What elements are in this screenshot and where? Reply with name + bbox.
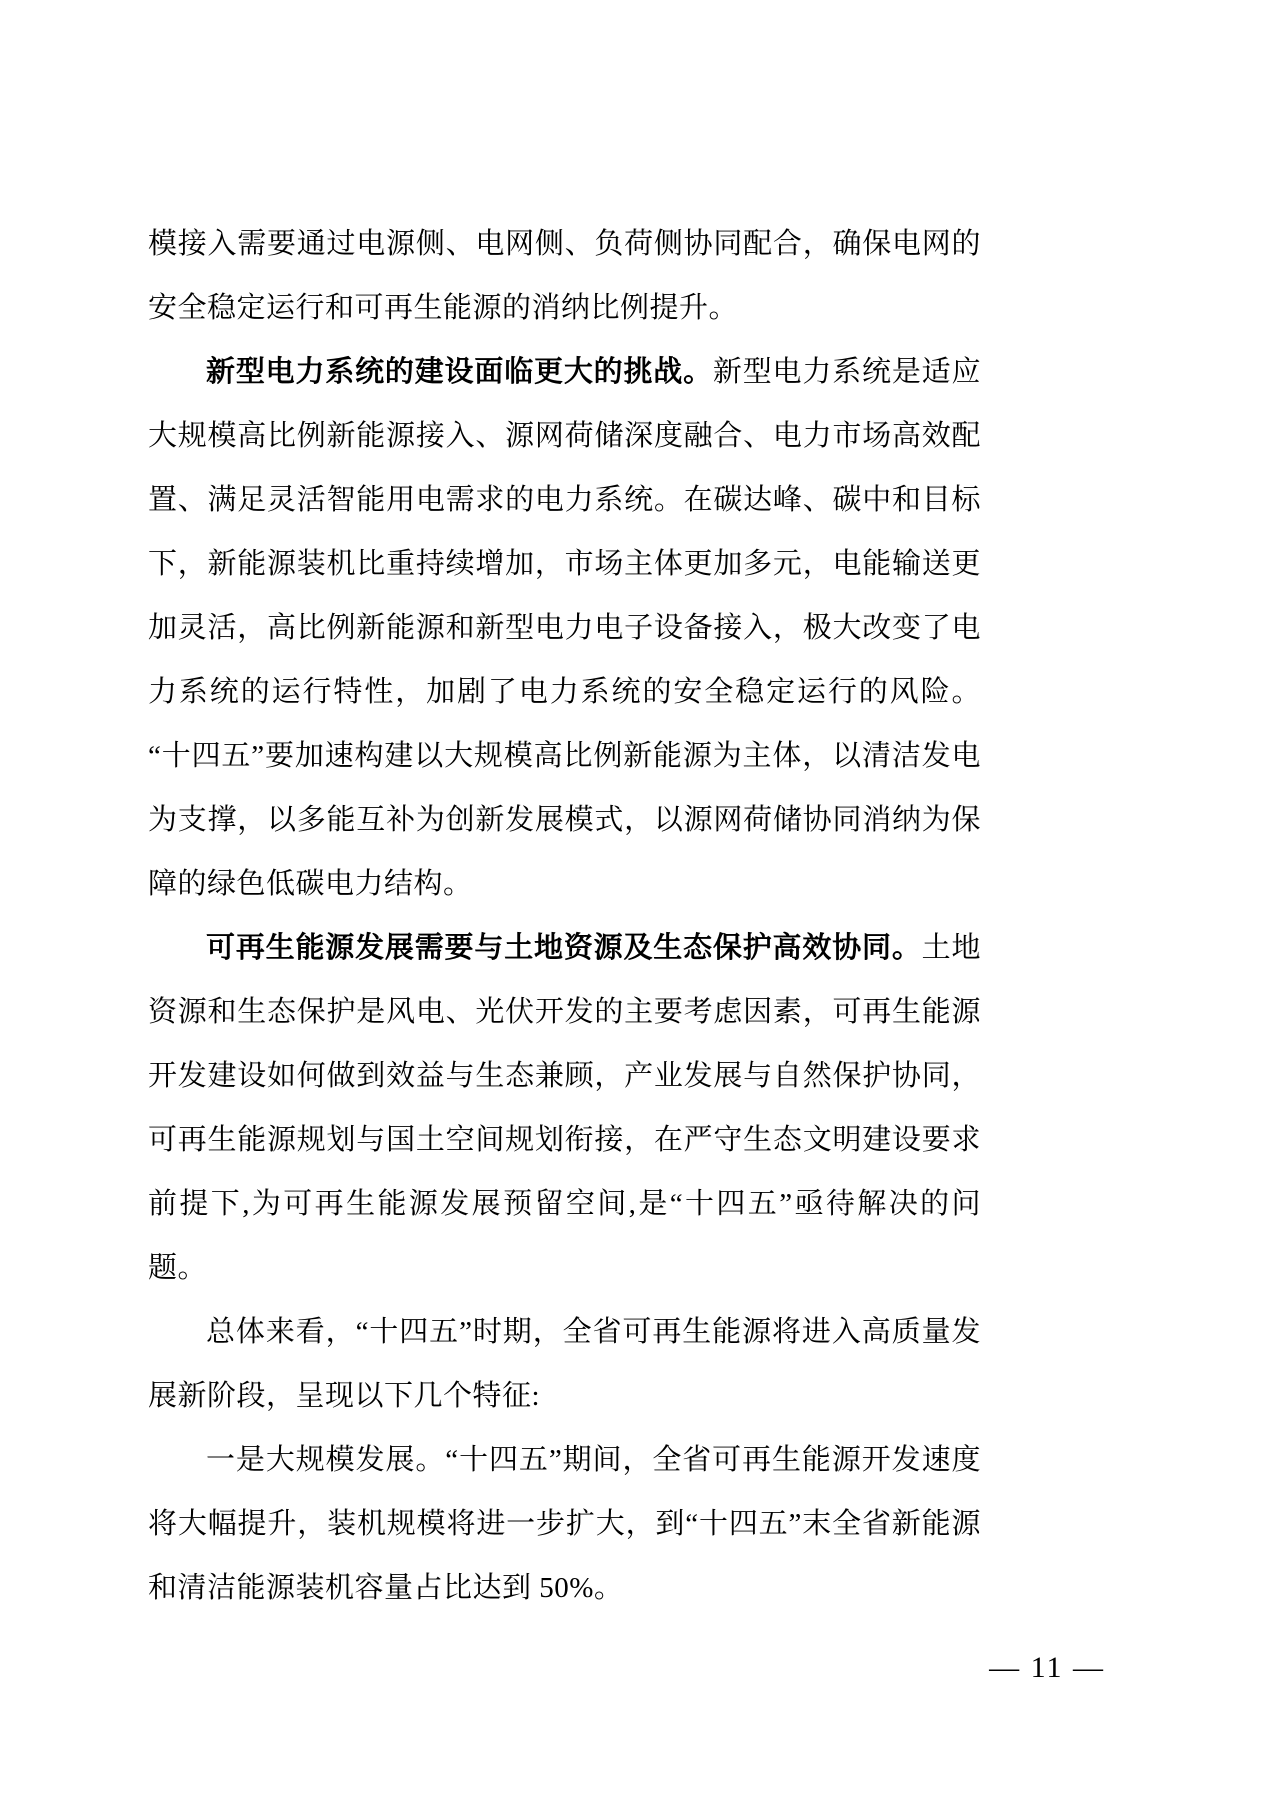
paragraph-lead-bold: 新型电力系统的建设面临更大的挑战。 [206, 356, 713, 388]
paragraph-text: 总体来看，“十四五”时期，全省可再生能源将进入高质量发展新阶段，呈现以下几个特征: [148, 1316, 981, 1412]
paragraph-text: 一是大规模发展。“十四五”期间，全省可再生能源开发速度将大幅提升，装机规模将进一步扩大，到“十四五”末全省新能源和清洁能源装机容量占比达到 50%。 [148, 1444, 981, 1604]
paragraph-text: 土地资源和生态保护是风电、光伏开发的主要考虑因素，可再生能源开发建设如何做到效益与生态兼顾，产业发展与自然保护协同，可再生能源规划与国土空间规划衔接，在严守生态文明建设要求前提下,为可再生能源发展预留空间,是“十四五”亟待解决的问题。 [148, 932, 981, 1284]
document-body [148, 212, 981, 1620]
paragraph [148, 212, 981, 340]
paragraph [148, 1300, 981, 1428]
paragraph-text: 模接入需要通过电源侧、电网侧、负荷侧协同配合，确保电网的安全稳定运行和可再生能源的消纳比例提升。 [148, 228, 981, 324]
page-number: — 11 — [989, 1651, 1105, 1684]
paragraph [148, 916, 981, 1300]
paragraph [148, 340, 981, 916]
paragraph-lead-bold: 可再生能源发展需要与土地资源及生态保护高效协同。 [206, 932, 922, 964]
paragraph-text: 新型电力系统是适应大规模高比例新能源接入、源网荷储深度融合、电力市场高效配置、满足灵活智能用电需求的电力系统。在碳达峰、碳中和目标下，新能源装机比重持续增加，市场主体更加多元，电能输送更加灵活，高比例新能源和新型电力电子设备接入，极大改变了电力系统的运行特性，加剧了电力系统的安全稳定运行的风险。“十四五”要加速构建以大规模高比例新能源为主体，以清洁发电为支撑，以多能互补为创新发展模式，以源网荷储协同消纳为保障的绿色低碳电力结构。 [148, 356, 981, 900]
paragraph [148, 1428, 981, 1620]
